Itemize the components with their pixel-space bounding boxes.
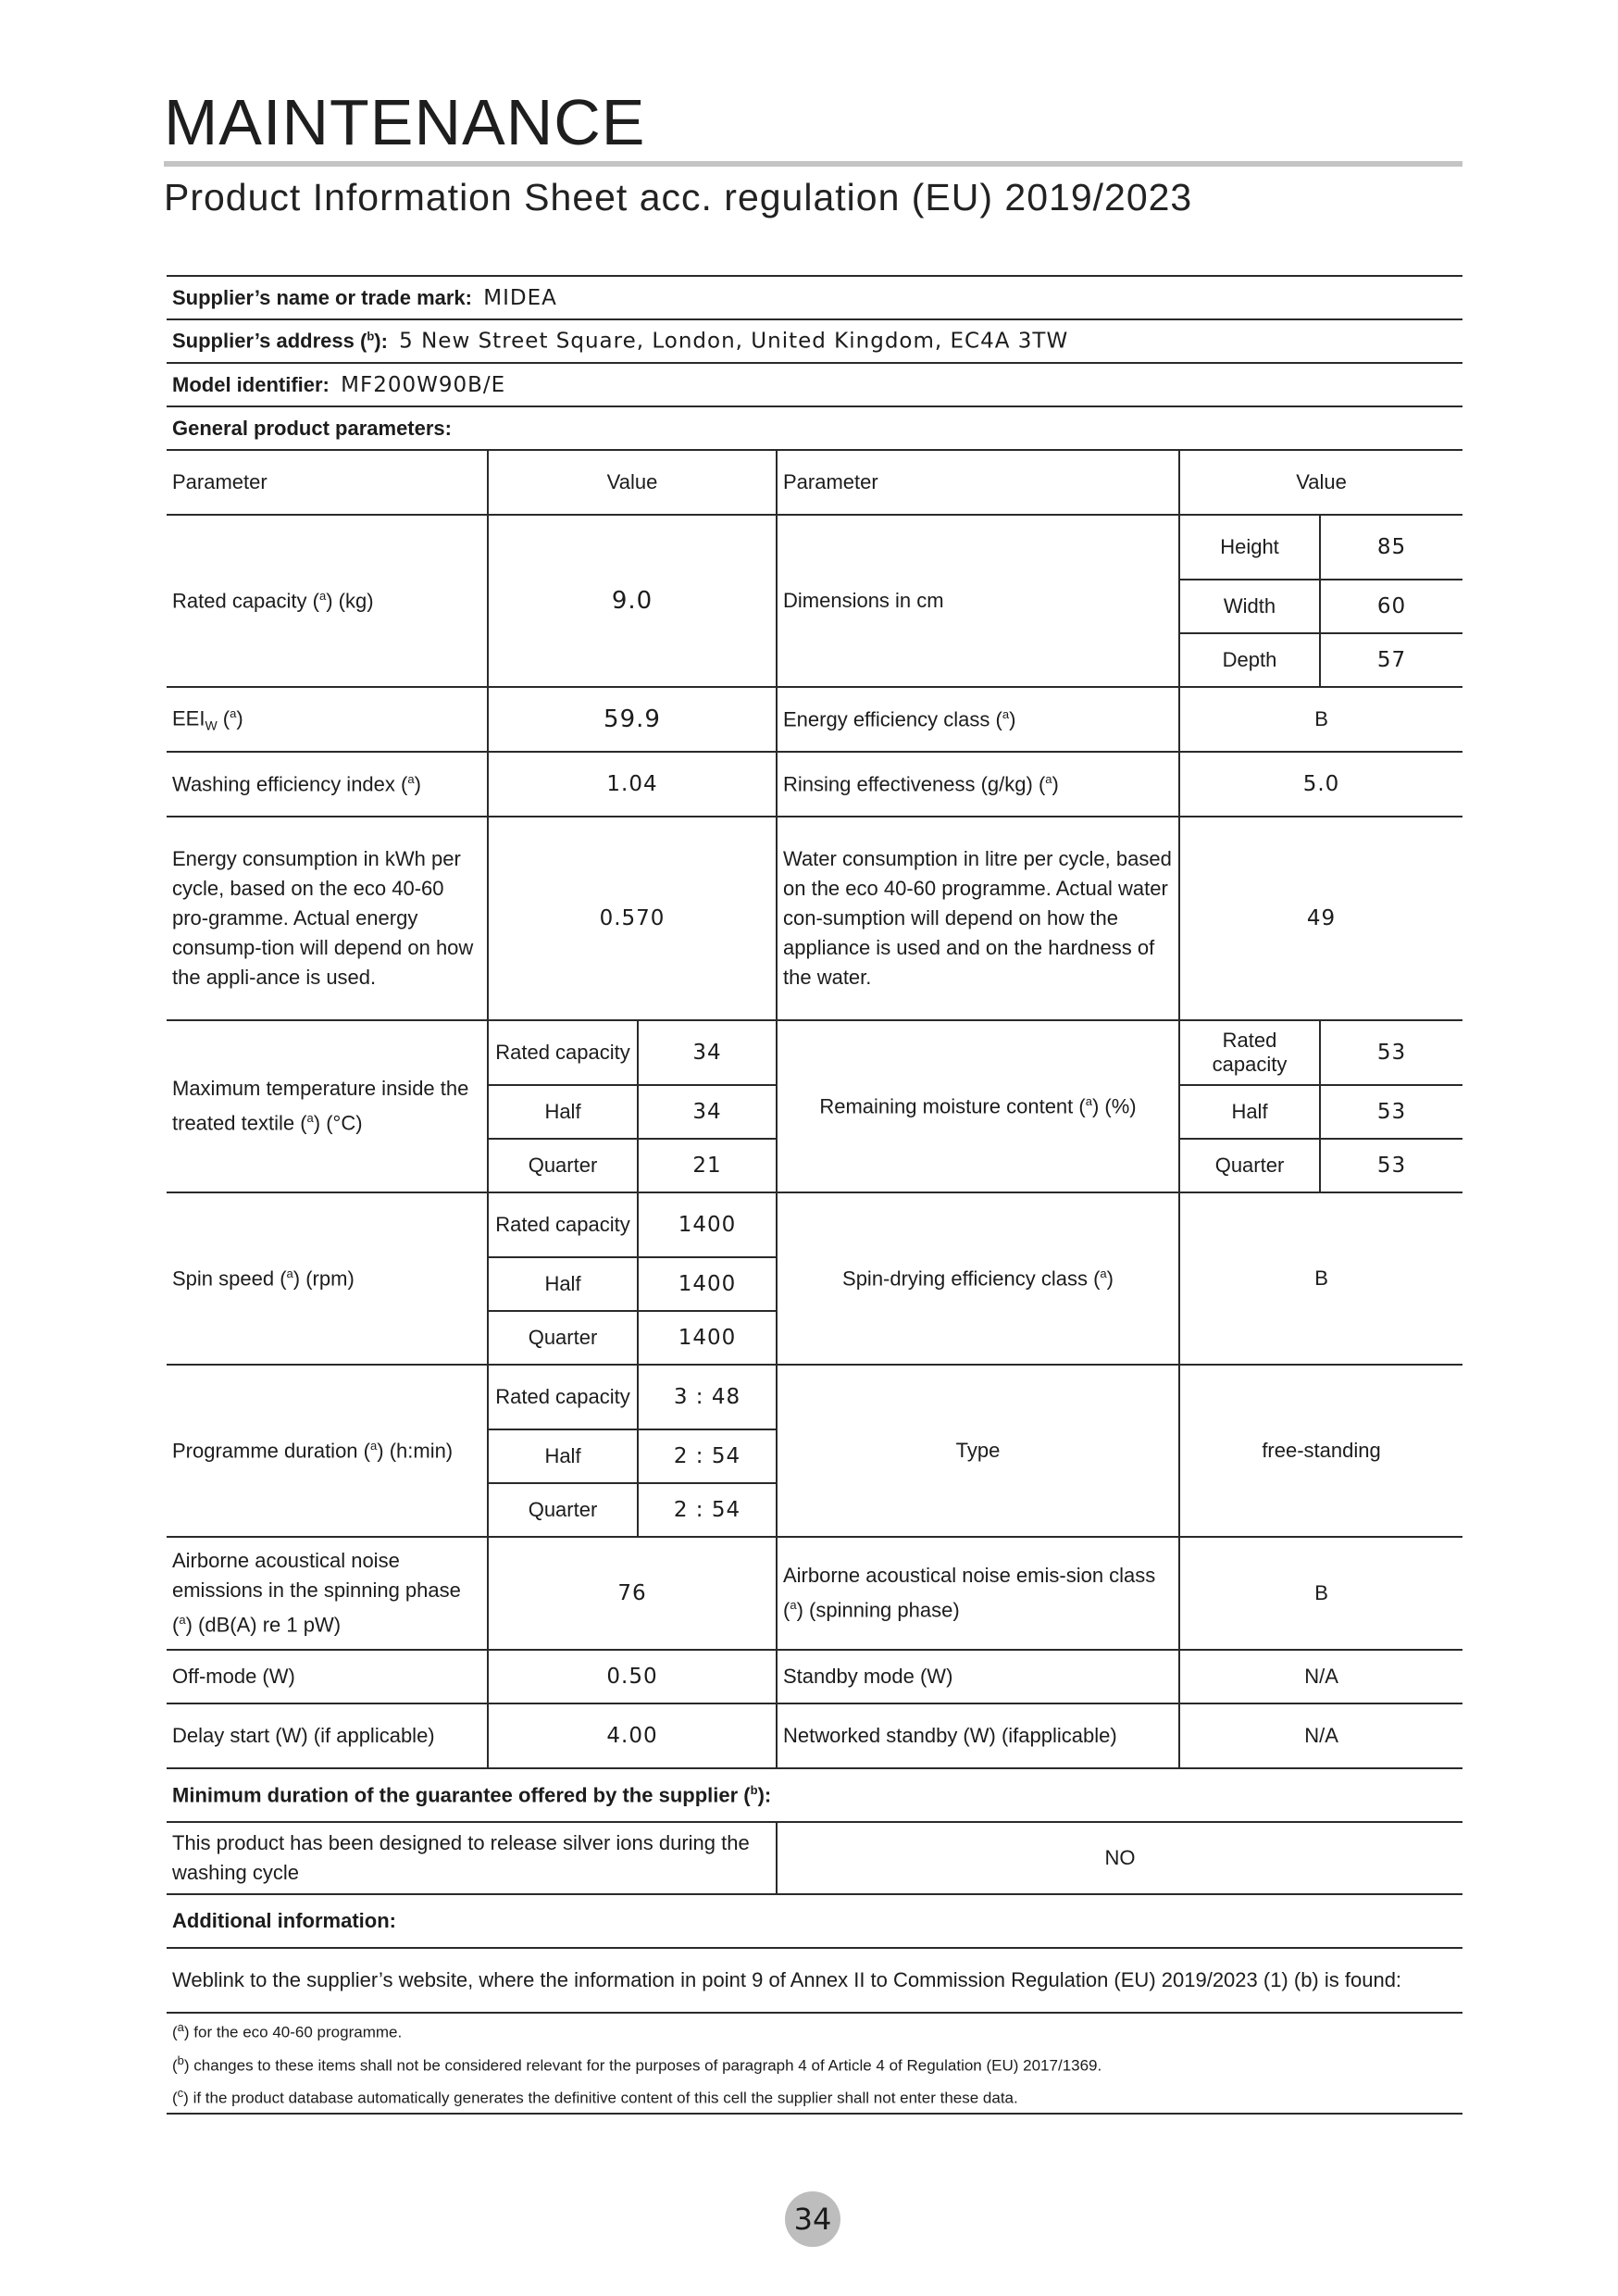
load-label-rated: Rated capacity [488,1365,638,1429]
silver-ions-label: This product has been designed to release silver ions during the washing cycle [167,1822,777,1894]
page-title: MAINTENANCE [164,86,646,158]
water-consumption-value: 49 [1179,817,1462,1020]
duration-row [167,1365,1462,1429]
general-parameters-label: General product parameters: [167,406,1462,450]
noise-row [167,1537,1462,1650]
water-consumption-label: Water consumption in litre per cycle, based on the eco 40-60 programme. Actual water con-sumption will depend on how the appliance is used and on the hardness of the water. [777,817,1179,1020]
dimensions-label: Dimensions in cm [777,515,1179,687]
type-label: Type [777,1365,1179,1537]
product-information-table [167,275,1462,2115]
washing-index-label: Washing efficiency index ($^a$) [167,752,488,817]
supplier-address-row: Supplier’s address ($^b$): 5 New Street Square, London, United Kingdom, EC4A 3TW [167,319,1462,363]
model-identifier-row [167,363,1462,406]
silver-ions-row [167,1822,1462,1894]
load-label-half: Half [488,1429,638,1483]
max-temperature-row [167,1020,1462,1085]
additional-info-label: Additional information: [167,1894,1462,1948]
moisture-rated-value: 53 [1320,1020,1462,1085]
duration-rated-value: 3 : 48 [638,1365,777,1429]
spin-class-value: B [1179,1192,1462,1365]
additional-info-row [167,1894,1462,1948]
silver-ions-value: NO [777,1822,1462,1894]
duration-quarter-value: 2 : 54 [638,1483,777,1537]
spin-class-label: Spin-drying efficiency class ($^a$) [777,1192,1179,1365]
consumption-row [167,817,1462,1020]
parameter-header: Parameter [777,450,1179,515]
load-label-half: Half [488,1257,638,1311]
rinsing-value: 5.0 [1179,752,1462,817]
parameter-header: Parameter [167,450,488,515]
washing-index-value: 1.04 [488,752,777,817]
delay-start-label: Delay start (W) (if applicable) [167,1703,488,1768]
energy-class-value: B [1179,687,1462,752]
load-label-half: Half [1179,1085,1320,1139]
noise-label: Airborne acoustical noise emissions in the spinning phase ($^a$) (dB(A) re 1 pW) [167,1537,488,1650]
spin-speed-label: Spin speed ($^a$) (rpm) [167,1192,488,1365]
supplier-name-row [167,276,1462,319]
load-label-quarter: Quarter [1179,1139,1320,1192]
rated-capacity-value: 9.0 [488,515,777,687]
noise-value: 76 [488,1537,777,1650]
depth-label: Depth [1179,633,1320,687]
rated-capacity-label: Rated capacity ($^a$) (kg) [167,515,488,687]
load-label-quarter: Quarter [488,1483,638,1537]
width-label: Width [1179,580,1320,633]
moisture-quarter-value: 53 [1320,1139,1462,1192]
height-label: Height [1179,515,1320,580]
depth-value: 57 [1320,633,1462,687]
supplier-address-label: Supplier’s address [172,329,355,353]
standby-label: Standby mode (W) [777,1650,1179,1703]
networked-standby-value: N/A [1179,1703,1462,1768]
footnote: ($^a$) for the eco 40-60 programme. [172,2020,403,2041]
guarantee-row [167,1768,1462,1822]
off-mode-label: Off-mode (W) [167,1650,488,1703]
moisture-half-value: 53 [1320,1085,1462,1139]
eeiw-row [167,687,1462,752]
footnotes [167,2013,1462,2114]
eeiw-label: $EEI_W$ ($^a$) [167,687,488,752]
networked-standby-label: Networked standby (W) (ifapplicable) [777,1703,1179,1768]
note-marker: b [367,329,375,343]
spin-speed-row [167,1192,1462,1257]
guarantee-label: Minimum duration of the guarantee offered by the supplier ($^b$): [167,1768,1462,1822]
duration-half-value: 2 : 54 [638,1429,777,1483]
load-label-half: Half [488,1085,638,1139]
general-parameters-row [167,406,1462,450]
load-label-quarter: Quarter [488,1139,638,1192]
footnote: ($^b$) changes to these items shall not be considered relevant for the purposes of paragraph 4 of Article 4 of Regulation (EU) 2017/1369. [172,2053,1102,2075]
washing-index-row [167,752,1462,817]
type-value: free-standing [1179,1365,1462,1537]
supplier-name-value: MIDEA [483,285,557,310]
delay-start-row [167,1703,1462,1768]
standby-value: N/A [1179,1650,1462,1703]
rated-capacity-row [167,515,1462,580]
energy-consumption-value: 0.570 [488,817,777,1020]
height-value: 85 [1320,515,1462,580]
value-header: Value [1179,450,1462,515]
model-identifier-value: MF200W90B/E [341,372,506,397]
footnote: ($^c$) if the product database automatically generates the definitive content of this cell the supplier shall not enter these data. [172,2086,1018,2107]
footnotes-row [167,2013,1462,2114]
off-mode-row [167,1650,1462,1703]
load-label-rated: Rated capacity [488,1020,638,1085]
moisture-label: Remaining moisture content ($^a$) (%) [777,1020,1179,1192]
spin-speed-half-value: 1400 [638,1257,777,1311]
page-subtitle: Product Information Sheet acc. regulation (EU) 2019/2023 [164,176,1193,218]
spin-speed-quarter-value: 1400 [638,1311,777,1365]
model-identifier-label: Model identifier: [172,372,330,396]
energy-consumption-label: Energy consumption in kWh per cycle, based on the eco 40-60 pro-gramme. Actual energy consump-tion will depend on how the appli-ance is used. [167,817,488,1020]
supplier-name-label: Supplier’s name or trade mark: [172,285,472,309]
delay-start-value: 4.00 [488,1703,777,1768]
energy-class-label: Energy efficiency class ($^a$) [777,687,1179,752]
eeiw-value: 59.9 [488,687,777,752]
noise-class-value: B [1179,1537,1462,1650]
max-temp-half-value: 34 [638,1085,777,1139]
duration-label: Programme duration ($^a$) (h:min) [167,1365,488,1537]
max-temp-rated-value: 34 [638,1020,777,1085]
weblink-text: Weblink to the supplier’s website, where the information in point 9 of Annex II to Commission Regulation (EU) 2019/2023 (1) (b) is found: [167,1948,1462,2013]
max-temperature-label: Maximum temperature inside the treated textile ($^a$) (°C) [167,1020,488,1192]
column-header-row [167,450,1462,515]
noise-class-label: Airborne acoustical noise emis-sion class ($^a$) (spinning phase) [777,1537,1179,1650]
max-temp-quarter-value: 21 [638,1139,777,1192]
load-label-quarter: Quarter [488,1311,638,1365]
width-value: 60 [1320,580,1462,633]
load-label-rated: Rated capacity [1179,1020,1320,1085]
title-underline [164,161,1462,167]
load-label-rated: Rated capacity [488,1192,638,1257]
value-header: Value [488,450,777,515]
rinsing-label: Rinsing effectiveness (g/kg) ($^a$) [777,752,1179,817]
supplier-address-value: 5 New Street Square, London, United Kingdom, EC4A 3TW [399,329,1069,354]
spin-speed-rated-value: 1400 [638,1192,777,1257]
page-number: 34 [785,2191,840,2247]
off-mode-value: 0.50 [488,1650,777,1703]
weblink-row [167,1948,1462,2013]
